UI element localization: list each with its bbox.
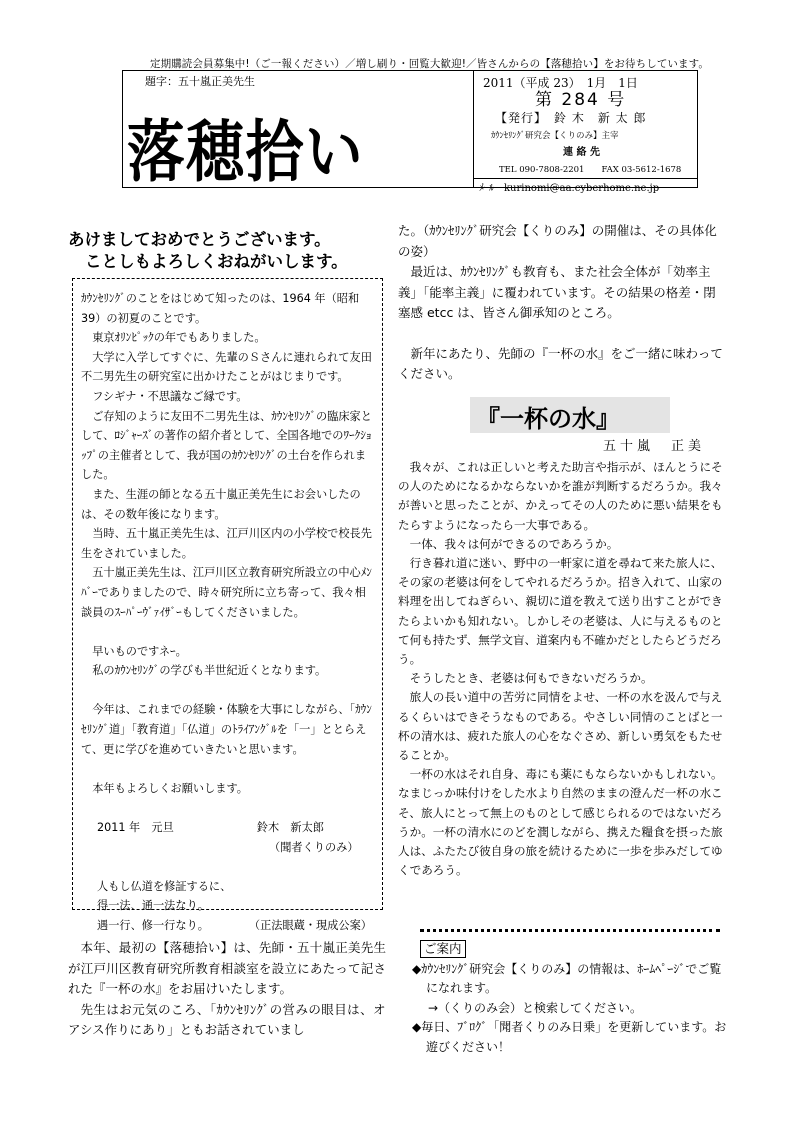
essay-paragraph: 一体、我々は何ができるのであろうか。 — [409, 536, 619, 551]
newsletter-logo: 落穂拾い — [127, 112, 365, 191]
essay-title: 『一杯の水』 — [476, 404, 620, 433]
notice-section — [412, 940, 732, 1057]
new-year-greeting — [68, 229, 348, 273]
email-address: ﾒｰﾙ kurinomi@aa.cyberhome.ne.jp — [479, 183, 660, 194]
notice-item: ◆毎日、ﾌﾞﾛｸﾞ「聞者くりのみ日乗」を更新しています。お遊びください！ — [412, 1020, 727, 1054]
notice-item-sub: →（くりのみ会）と検索してください。 — [428, 1000, 643, 1015]
message-paragraph: ご存知のように友田不二男先生は、ｶｳﾝｾﾘﾝｸﾞの臨床家として、ﾛｼﾞｬｰｽﾞの著作の紹介者として、全国各地でのﾜｰｸｼｮｯﾌﾟの主催者として、我が国のｶｳﾝｾﾘﾝｸﾞの土台を作られました。 — [81, 409, 372, 482]
quote-line: 人もし仏道を修証するに、 — [97, 879, 232, 893]
greeting-line-2: ことしもよろしくおねがいします。 — [85, 252, 348, 271]
message-paragraph: 五十嵐正美先生は、江戸川区立教育研究所設立の中心ﾒﾝﾊﾞｰでありましたので、時々研究所に立ち寄って、我々相談員のｽｰﾊﾟｰｳﾞｧｲｻﾞｰもしてくださいました。 — [81, 566, 372, 619]
signature-alias: （聞者くりのみ） — [269, 840, 359, 854]
signature — [81, 818, 376, 838]
essay-title-box — [470, 397, 670, 433]
message-paragraph: 東京ｵﾘﾝﾋﾟｯｸの年でもありました。 — [92, 331, 266, 345]
intro-text — [68, 938, 386, 1041]
title-calligrapher: 題字：五十嵐正美先生 — [145, 75, 255, 88]
essay-author: 五十嵐 正美 — [603, 439, 706, 454]
issue-date: 2011（平成 23） 1月 1日 — [483, 76, 638, 90]
message-paragraph: 当時、五十嵐正美先生は、江戸川区内の小学校で校長先生をされていました。 — [81, 527, 372, 560]
greeting-line-1: あけましておめでとうございます。 — [68, 230, 331, 249]
quote-source: （正法眼蔵・現成公案） — [248, 919, 372, 932]
notice-heading: ご案内 — [420, 940, 466, 958]
quote-line: 遇一行、修一行なり。 — [97, 919, 209, 932]
essay-paragraph: 行き暮れ道に迷い、野中の一軒家に道を尋ねて来た旅人に、その家の老婆は何をしてやれるだろうか。招き入れて、山家の料理を出してねぎらい、親切に道を教えて送り出すことができたらよいかも知れない。しかしその老婆は、人に与えるものとて何も持たず、無学文盲、道案内も不確かだとしたらどうだろう。 — [398, 556, 723, 667]
intro-continued — [398, 221, 728, 385]
intro-paragraph: 新年にあたり、先師の『一杯の水』をご一緒に味わってください。 — [398, 345, 723, 381]
intro-paragraph: た。（ｶｳﾝｾﾘﾝｸﾞ研究会【くりのみ】の開催は、その具体化の姿） — [398, 223, 717, 259]
top-notice: 定期購読会員募集中!（ご一報ください）／増し刷り・回覧大歓迎!／皆さんからの【落穂拾い】をお待ちしています。 — [150, 58, 709, 70]
message-short: 早いものですネｰ。 — [92, 644, 187, 658]
essay-body — [398, 458, 730, 880]
message-paragraph: 大学に入学してすぐに、先輩のＳさんに連れられて友田不二男先生の研究室に出かけたことがはじまりです。 — [81, 350, 372, 384]
notice-item: ◆ｶｳﾝｾﾘﾝｸﾞ研究会【くりのみ】の情報は、ﾎｰﾑﾍﾟｰｼﾞでご覧になれます。 — [412, 961, 722, 995]
essay-paragraph: 旅人の長い道中の苦労に同情をよせ、一杯の水を汲んで与えるくらいはできそうなものである。やさしい同情のことばと一杯の清水は、疲れた旅人の心をなぐさめ、新しい勇気をもたせることか。 — [398, 690, 723, 763]
message-short: 私のｶｳﾝｾﾘﾝｸﾞの学びも半世紀近くとなります。 — [92, 664, 327, 678]
essay-paragraph: そうしたとき、老婆は何もできないだろうか。 — [409, 671, 653, 686]
message-paragraph: ｶｳﾝｾﾘﾝｸﾞのことをはじめて知ったのは、1964 年（昭和 39）の初夏のことです。 — [81, 292, 360, 325]
new-year-message-box — [72, 278, 383, 932]
signature-name: 鈴木 新太郎 — [256, 821, 324, 835]
intro-paragraph: 本年、最初の【落穂拾い】は、先師・五十嵐正美先生が江戸川区教育研究所教育相談室を設立にあたって記された『一杯の水』をお届けいたします。 — [68, 940, 386, 996]
masthead — [122, 70, 698, 194]
masthead-divider — [473, 71, 474, 187]
essay-paragraph: 一杯の水はそれ自身、毒にも薬にもならないかもしれない。なまじっか味付けをした水より自然のままの澄んだ一杯の水こそ、旅人にとって無上のものとして感じられるのではないだろうか。一杯の清水にのどを潤しながら、携えた糧食を摂った旅人は、ふたたび彼自身の旅を続けるために一歩を歩みだしてゆくであろう。 — [398, 767, 723, 878]
signature-date: 2011 年 元旦 — [97, 821, 174, 835]
message-paragraph: また、生涯の師となる五十嵐正美先生にお会いしたのは、その数年後になります。 — [81, 487, 361, 521]
contact-label: 連 絡 先 — [563, 147, 600, 158]
dotted-divider — [420, 929, 720, 932]
issue-number: 第 284 号 — [535, 90, 627, 110]
essay-paragraph: 我々が、これは正しいと考えた助言や指示が、ほんとうにその人のためになるかならないかを誰が判断するだろうか。我々が善いと思ったことが、かえってその人のために悪い結果をもたらすようになったら一大事である。 — [398, 460, 723, 532]
intro-paragraph: 先生はお元気のころ、「ｶｳﾝｾﾘﾝｸﾞの営みの眼目は、オアシス作りにあり」ともお話されていまし — [68, 1001, 386, 1037]
message-paragraph: フシギナ・不思議なご縁です。 — [92, 389, 248, 403]
intro-paragraph: 最近は、ｶｳﾝｾﾘﾝｸﾞも教育も、また社会全体が「効率主義」「能率主義」に覆われています。その結果の格差・閉塞感 etcc は、皆さん御承知のところ。 — [398, 264, 716, 320]
tel-fax: TEL 090-7808-2201 FAX 03-5612-1678 — [499, 165, 682, 175]
quote-last — [81, 916, 376, 936]
publisher: 【発行】 鈴 木 新 太 郎 — [495, 111, 647, 125]
message-closing: 今年は、これまでの経験・体験を大事にしながら、「ｶｳﾝｾﾘﾝｸﾞ道」「教育道」「仏道」のﾄﾗｲｱﾝｸﾞﾙを「一」ととらえて、更に学びを進めていきたいと思います。 — [81, 703, 372, 756]
quote-line: 得一法、通一法なり。 — [97, 899, 209, 913]
message-regards: 本年もよろしくお願いします。 — [92, 781, 248, 795]
organization: ｶｳﾝｾﾘﾝｸﾞ研究会【くりのみ】主宰 — [491, 131, 619, 141]
masthead-info — [477, 71, 697, 194]
